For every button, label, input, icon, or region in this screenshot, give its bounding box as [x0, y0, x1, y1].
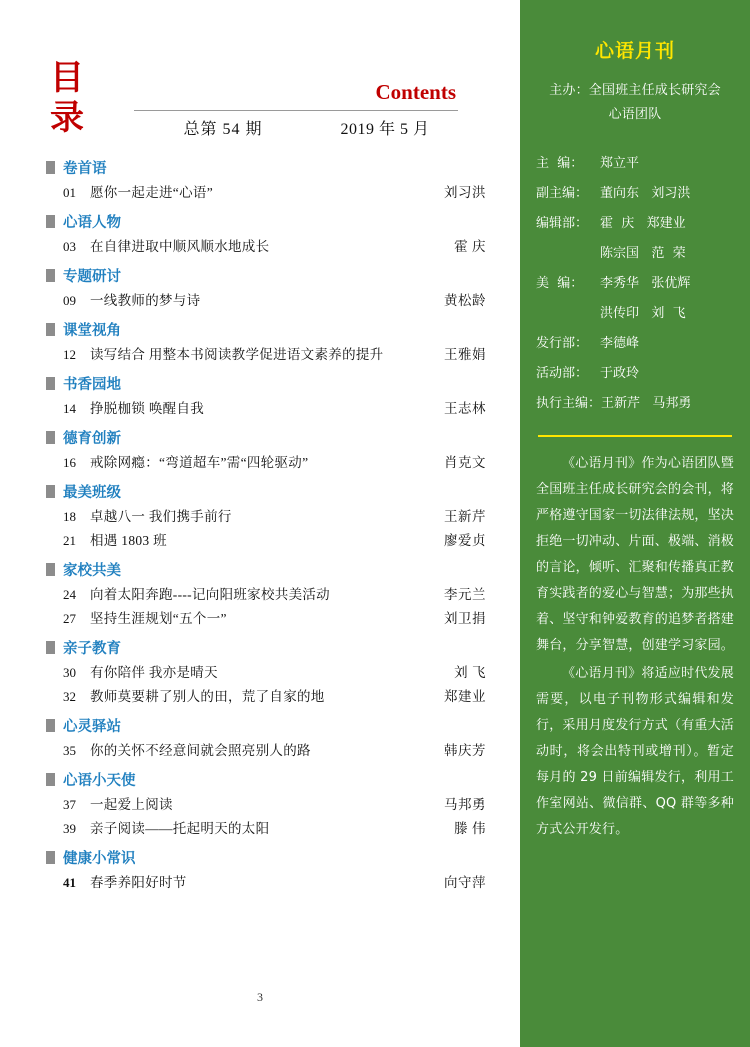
page-title-cn: 目录: [50, 58, 85, 138]
toc-entry[interactable]: [46, 238, 486, 256]
toc-section-title: [46, 715, 486, 736]
toc-entry-title: 相遇 1803 班: [90, 533, 167, 548]
toc-section-title: [46, 265, 486, 286]
toc-section: [46, 265, 486, 310]
toc-section-title: [46, 157, 486, 178]
square-bullet-icon: [46, 269, 55, 282]
staff-names: 陈宗国 范 荣: [600, 246, 686, 261]
toc-entry-title: 春季养阳好时节: [90, 875, 187, 890]
toc-section-label: 专题研讨: [63, 269, 121, 285]
toc-section-label: 家校共美: [63, 563, 121, 579]
toc-section-label: 卷首语: [63, 161, 107, 177]
staff-names: 李德峰: [600, 336, 640, 351]
magazine-title: 心语月刊: [594, 40, 675, 62]
toc-entry-author: 向守萍: [444, 875, 486, 890]
staff-names: 董向东 刘习洪: [600, 186, 691, 201]
staff-list: [536, 149, 734, 419]
toc-entry-page: 12: [63, 347, 76, 362]
toc-entry-author: 滕 伟: [454, 821, 486, 836]
toc-entry-title: 坚持生涯规划“五个一”: [90, 611, 227, 626]
page-folio: 3: [257, 990, 263, 1004]
toc-entry[interactable]: [46, 874, 486, 892]
toc-entry-page: 39: [63, 821, 76, 836]
toc-section-title: [46, 847, 486, 868]
toc-entry[interactable]: [46, 586, 486, 604]
toc-entry[interactable]: [46, 184, 486, 202]
toc-section-title: [46, 427, 486, 448]
toc-section: [46, 211, 486, 256]
square-bullet-icon: [46, 641, 55, 654]
toc-section-title: [46, 373, 486, 394]
toc-section-title: [46, 637, 486, 658]
toc-entry-page: 16: [63, 455, 76, 470]
toc-entry-page: 14: [63, 401, 76, 416]
toc-entry-author: 刘 飞: [454, 665, 486, 680]
toc-section-title: [46, 319, 486, 340]
toc-section-label: 最美班级: [63, 485, 121, 501]
toc-entry-title: 向着太阳奔跑----记向阳班家校共美活动: [90, 587, 330, 602]
toc-section-label: 心语人物: [63, 215, 121, 231]
staff-role: 活动部：: [536, 366, 589, 381]
toc-entry-author: 韩庆芳: [444, 743, 486, 758]
toc-section-label: 心语小天使: [63, 773, 136, 789]
toc-section: [46, 427, 486, 472]
square-bullet-icon: [46, 563, 55, 576]
toc-entry-title: 卓越八一 我们携手前行: [90, 509, 232, 524]
toc-section-label: 亲子教育: [63, 641, 121, 657]
toc-section-label: 书香园地: [63, 377, 121, 393]
toc-section: [46, 157, 486, 202]
staff-row: [536, 149, 734, 179]
toc-entry[interactable]: [46, 688, 486, 706]
toc-entry-title: 在自律进取中顺风顺水地成长: [90, 239, 270, 254]
masthead-panel: [520, 0, 750, 1047]
staff-row: [536, 329, 734, 359]
toc-entry[interactable]: [46, 532, 486, 550]
staff-names: 于政玲: [600, 366, 640, 381]
publication-notice: [536, 451, 734, 843]
toc-entry-author: 刘卫捐: [444, 611, 486, 626]
toc-entry-title: 读写结合 用整本书阅读教学促进语文素养的提升: [90, 347, 384, 362]
square-bullet-icon: [46, 485, 55, 498]
sponsor-line-2: 心语团队: [608, 107, 662, 122]
toc-entry-page: 41: [63, 875, 76, 890]
toc-entry[interactable]: [46, 820, 486, 838]
issue-date: 2019 年 5 月: [340, 121, 430, 138]
sponsor-info: [536, 79, 734, 127]
toc-section: [46, 373, 486, 418]
notice-paragraph: 《心语月刊》作为心语团队暨全国班主任成长研究会的会刊，将严格遵守国家一切法律法规，坚决拒绝一切冲动、片面、极端、消极的言论，倾听、汇聚和传播真正教育实践者的爱心与智慧；为那些执着、坚守和钟爱教育的追梦者搭建舞台，分享智慧，创建学习家园。: [536, 456, 735, 653]
toc-entry-title: 教师莫要耕了别人的田，荒了自家的地: [90, 689, 325, 704]
toc-entry-page: 09: [63, 293, 76, 308]
toc-entry-author: 马邦勇: [444, 797, 486, 812]
toc-entry[interactable]: [46, 292, 486, 310]
toc-entry-page: 24: [63, 587, 76, 602]
toc-entry-author: 黄松龄: [444, 293, 486, 308]
toc-entry-author: 肖克文: [444, 455, 486, 470]
toc-entry-title: 亲子阅读——托起明天的太阳: [90, 821, 270, 836]
toc-entry-page: 35: [63, 743, 76, 758]
square-bullet-icon: [46, 161, 55, 174]
toc-entry-author: 李元兰: [444, 587, 486, 602]
staff-row: [536, 389, 734, 419]
toc-section-title: [46, 481, 486, 502]
toc-section-title: [46, 769, 486, 790]
toc-entry[interactable]: [46, 454, 486, 472]
staff-row: [536, 299, 734, 329]
square-bullet-icon: [46, 323, 55, 336]
toc-entry-title: 一线教师的梦与诗: [90, 293, 201, 308]
toc-entry-author: 郑建业: [444, 689, 486, 704]
staff-role: 主 编：: [536, 156, 584, 171]
issue-info: [134, 116, 458, 139]
toc-entry-page: 32: [63, 689, 76, 704]
square-bullet-icon: [46, 851, 55, 864]
toc-entry-author: 刘习洪: [444, 185, 486, 200]
staff-names: 王新芹 马邦勇: [601, 396, 692, 411]
toc-entry-title: 挣脱枷锁 唤醒自我: [90, 401, 205, 416]
toc-section: [46, 715, 486, 760]
panel-divider: [538, 435, 732, 437]
toc-entry-page: 03: [63, 239, 76, 254]
staff-row: [536, 209, 734, 239]
toc-section-label: 课堂视角: [63, 323, 121, 339]
toc-section-title: [46, 559, 486, 580]
toc-entry-author: 霍 庆: [454, 239, 486, 254]
toc-section: [46, 319, 486, 364]
toc-entry[interactable]: [46, 742, 486, 760]
square-bullet-icon: [46, 215, 55, 228]
staff-names: 霍 庆 郑建业: [600, 216, 686, 231]
toc-header: [46, 40, 486, 148]
toc-section-label: 心灵驿站: [63, 719, 121, 735]
toc-entry[interactable]: [46, 664, 486, 682]
toc-entry[interactable]: [46, 610, 486, 628]
toc-entry-title: 愿你一起走进“心语”: [90, 185, 213, 200]
notice-paragraph: 《心语月刊》将适应时代发展需要，以电子刊物形式编辑和发行，采用月度发行方式（有重大活动时，将会出特刊或增刊）。暂定每月的 29 日前编辑发行，利用工作室网站、微信群、QQ 群等多种方式公开发行。: [536, 666, 735, 837]
toc-entry-author: 王新芹: [444, 509, 486, 524]
toc-entry-page: 37: [63, 797, 76, 812]
toc-section: [46, 769, 486, 838]
square-bullet-icon: [46, 773, 55, 786]
toc-entry-page: 30: [63, 665, 76, 680]
square-bullet-icon: [46, 431, 55, 444]
toc-section: [46, 847, 486, 892]
toc-entry-author: 廖爱贞: [444, 533, 486, 548]
toc-entry[interactable]: [46, 346, 486, 364]
toc-entry-page: 01: [63, 185, 76, 200]
square-bullet-icon: [46, 377, 55, 390]
staff-row: [536, 239, 734, 269]
toc-section-label: 德育创新: [63, 431, 121, 447]
staff-names: 李秀华 张优辉: [600, 276, 691, 291]
staff-role: 美 编：: [536, 276, 584, 291]
toc-entry-title: 戒除网瘾：“弯道超车”需“四轮驱动”: [90, 455, 309, 470]
toc-entry-page: 18: [63, 509, 76, 524]
toc-entry-page: 27: [63, 611, 76, 626]
toc-entry[interactable]: [46, 796, 486, 814]
staff-role: 发行部：: [536, 336, 589, 351]
toc-section: [46, 481, 486, 550]
staff-role: 执行主编：: [536, 396, 602, 411]
staff-names: 洪传印 刘 飞: [600, 306, 686, 321]
staff-role: 副主编：: [536, 186, 589, 201]
toc-entry-title: 一起爱上阅读: [90, 797, 173, 812]
page-title-en: Contents: [375, 80, 456, 104]
staff-names: 郑立平: [600, 156, 640, 171]
toc-entry-title: 有你陪伴 我亦是晴天: [90, 665, 218, 680]
toc-section-list: [46, 157, 486, 892]
square-bullet-icon: [46, 719, 55, 732]
sponsor-line-1: 主办：全国班主任成长研究会: [549, 83, 721, 98]
toc-entry[interactable]: [46, 508, 486, 526]
staff-row: [536, 269, 734, 299]
staff-row: [536, 179, 734, 209]
toc-section: [46, 559, 486, 628]
staff-role: 编辑部：: [536, 216, 589, 231]
toc-entry-author: 王雅娟: [444, 347, 486, 362]
staff-row: [536, 359, 734, 389]
toc-section-title: [46, 211, 486, 232]
toc-entry-author: 王志林: [444, 401, 486, 416]
issue-number: 总第 54 期: [183, 121, 263, 138]
toc-entry-title: 你的关怀不经意间就会照亮别人的路: [90, 743, 311, 758]
toc-entry[interactable]: [46, 400, 486, 418]
toc-entry-page: 21: [63, 533, 76, 548]
toc-section-label: 健康小常识: [63, 851, 136, 867]
header-divider: [134, 110, 458, 111]
toc-section: [46, 637, 486, 706]
